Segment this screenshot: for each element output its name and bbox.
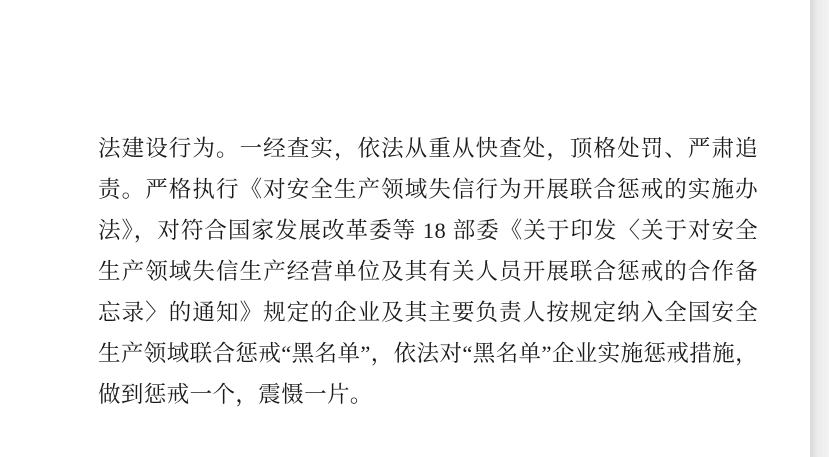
document-text-body: [98, 128, 758, 415]
paragraph: 法建设行为。一经查实，依法从重从快查处，顶格处罚、严肃追责。严格执行《对安全生产领域失信行为开展联合惩戒的实施办法》，对符合国家发展改革委等 18 部委《关于印发〈关于对安全生产领域失信生产经营单位及其有关人员开展联合惩戒的合作备忘录〉的通知》规定的企业及其主要负责人按规定纳入全国安全生产领域联合惩戒“黑名单”，依法对“黑名单”企业实施惩戒措施，做到惩戒一个，震慑一片。: [98, 136, 758, 407]
page-right-edge-shadow: [810, 0, 829, 457]
